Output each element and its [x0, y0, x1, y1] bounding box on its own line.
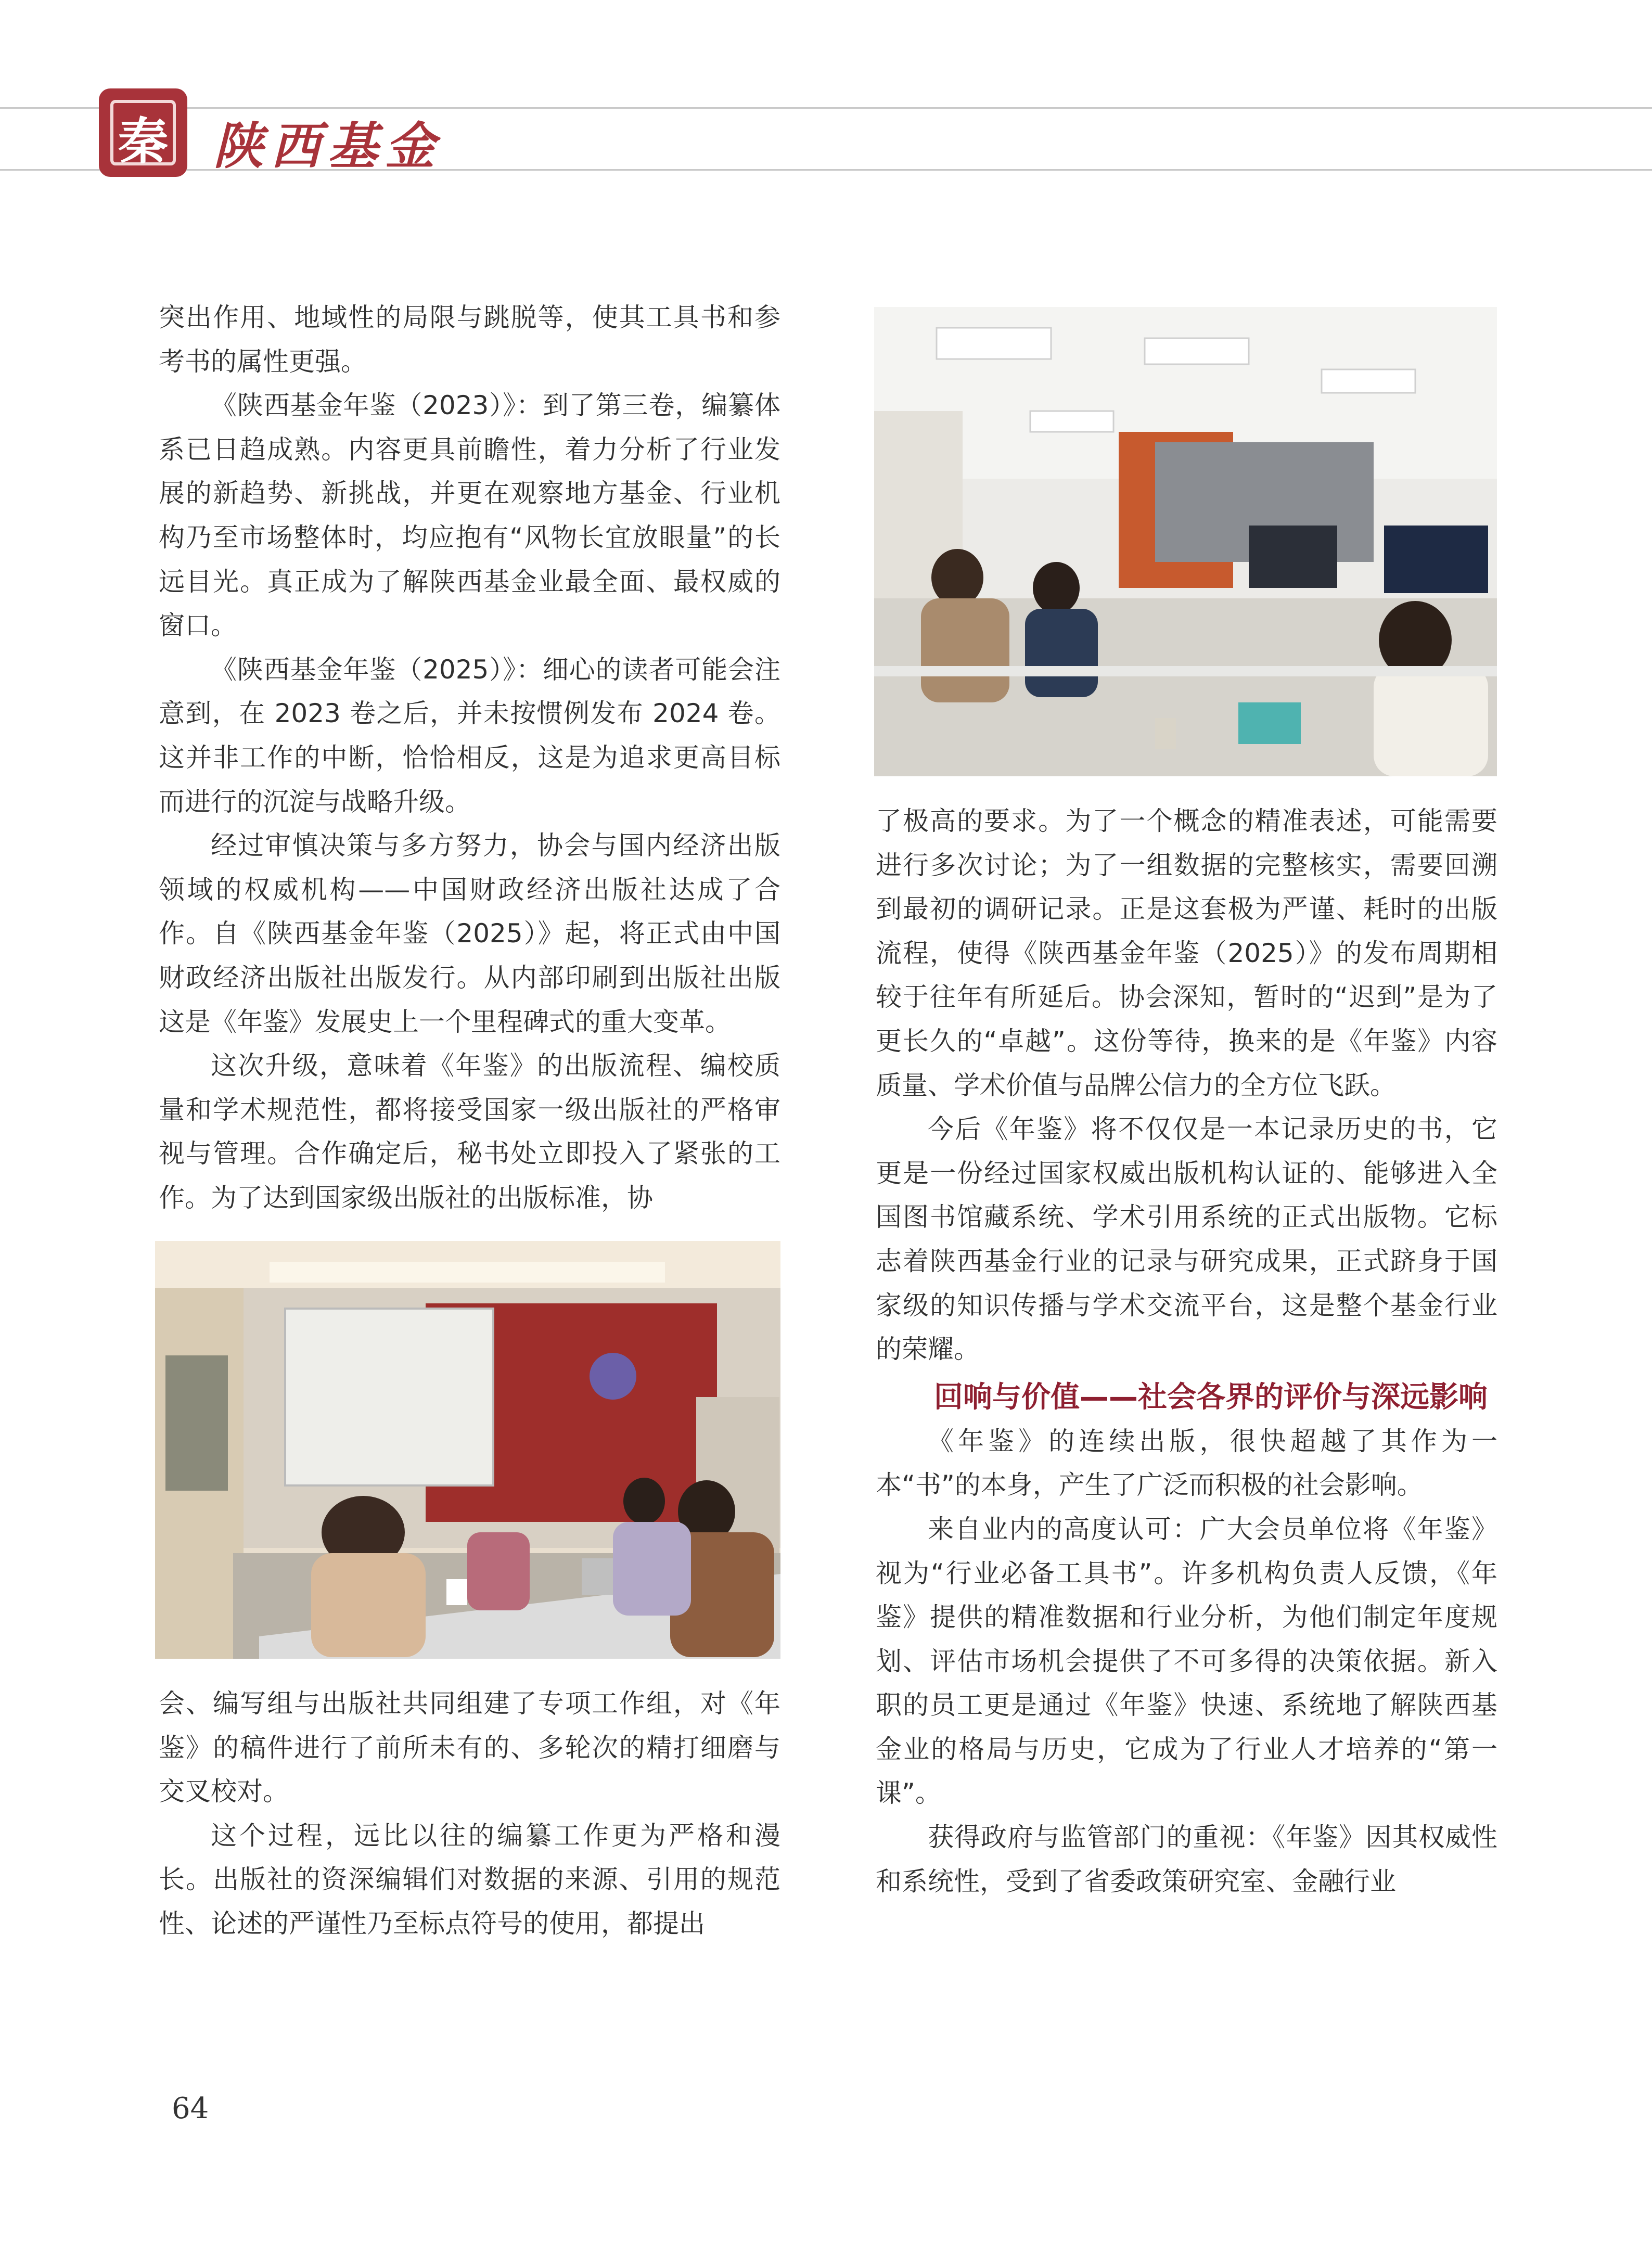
paragraph: 《陕西基金年鉴（2025）》：细心的读者可能会注意到，在 2023 卷之后，并未按惯例发布 2024 卷。这并非工作的中断，恰恰相反，这是为追求更高目标而进行的沉淀与战略升级。 [159, 654, 780, 817]
photo-illustration [155, 1241, 780, 1659]
paragraph: 获得政府与监管部门的重视：《年鉴》因其权威性和系统性，受到了省委政策研究室、金融行业 [876, 1822, 1497, 1897]
page-number: 64 [172, 2092, 209, 2125]
paragraph: 突出作用、地域性的局限与跳脱等，使其工具书和参考书的属性更强。 [159, 302, 780, 377]
paragraph: 了极高的要求。为了一个概念的精准表述，可能需要进行多次讨论；为了一组数据的完整核实，需要回溯到最初的调研记录。正是这套极为严谨、耗时的出版流程，使得《陕西基金年鉴（2025）》的发布周期相较于往年有所延后。协会深知，暂时的“迟到”是为了更长久的“卓越”。这份等待，换来的是《年鉴》内容质量、学术价值与品牌公信力的全方位飞跃。 [876, 806, 1497, 1100]
paragraph: 经过审慎决策与多方努力，协会与国内经济出版领域的权威机构——中国财政经济出版社达成了合作。自《陕西基金年鉴（2025）》起，将正式由中国财政经济出版社出版发行。从内部印刷到出版社出版这是《年鉴》发展史上一个里程碑式的重大变革。 [159, 830, 780, 1037]
paragraph: 来自业内的高度认可：广大会员单位将《年鉴》视为“行业必备工具书”。许多机构负责人反馈，《年鉴》提供的精准数据和行业分析，为他们制定年度规划、评估市场机会提供了不可多得的决策依据。新入职的员工更是通过《年鉴》快速、系统地了解陕西基金业的格局与历史，它成为了行业人才培养的“第一课”。 [876, 1514, 1497, 1809]
left-column-top [159, 296, 780, 1220]
seal-glyph: 秦 [118, 112, 168, 171]
meeting-photo-projector [155, 1241, 780, 1659]
paragraph: 《年鉴》的连续出版，很快超越了其作为一本“书”的本身，产生了广泛而积极的社会影响。 [876, 1426, 1497, 1501]
meeting-photo-classroom [874, 307, 1497, 776]
photo-illustration [874, 307, 1497, 776]
paragraph: 今后《年鉴》将不仅仅是一本记录历史的书，它更是一份经过国家权威出版机构认证的、能够进入全国图书馆藏系统、学术引用系统的正式出版物。它标志着陕西基金行业的记录与研究成果，正式跻身于国家级的知识传播与学术交流平台，这是整个基金行业的荣耀。 [876, 1114, 1497, 1365]
paragraph: 这次升级，意味着《年鉴》的出版流程、编校质量和学术规范性，都将接受国家一级出版社的严格审视与管理。合作确定后，秘书处立即投入了紧张的工作。为了达到国家级出版社的出版标准，协 [159, 1050, 780, 1213]
paragraph: 这个过程，远比以往的编纂工作更为严格和漫长。出版社的资深编辑们对数据的来源、引用的规范性、论述的严谨性乃至标点符号的使用，都提出 [159, 1820, 780, 1939]
paragraph: 会、编写组与出版社共同组建了专项工作组，对《年鉴》的稿件进行了前所未有的、多轮次的精打细磨与交叉校对。 [159, 1688, 780, 1807]
magazine-logo-seal [99, 88, 187, 177]
right-column [876, 799, 1497, 1903]
magazine-title: 陕西基金 [213, 117, 442, 175]
left-column-bottom [159, 1682, 780, 1946]
paragraph: 《陕西基金年鉴（2023）》：到了第三卷，编纂体系已日趋成熟。内容更具前瞻性，着力分析了行业发展的新趋势、新挑战，并更在观察地方基金、行业机构乃至市场整体时，均应抱有“风物长宜放眼量”的长远目光。真正成为了解陕西基金业最全面、最权威的窗口。 [159, 390, 780, 641]
section-heading: 回响与价值——社会各界的评价与深远影响 [934, 1380, 1488, 1414]
